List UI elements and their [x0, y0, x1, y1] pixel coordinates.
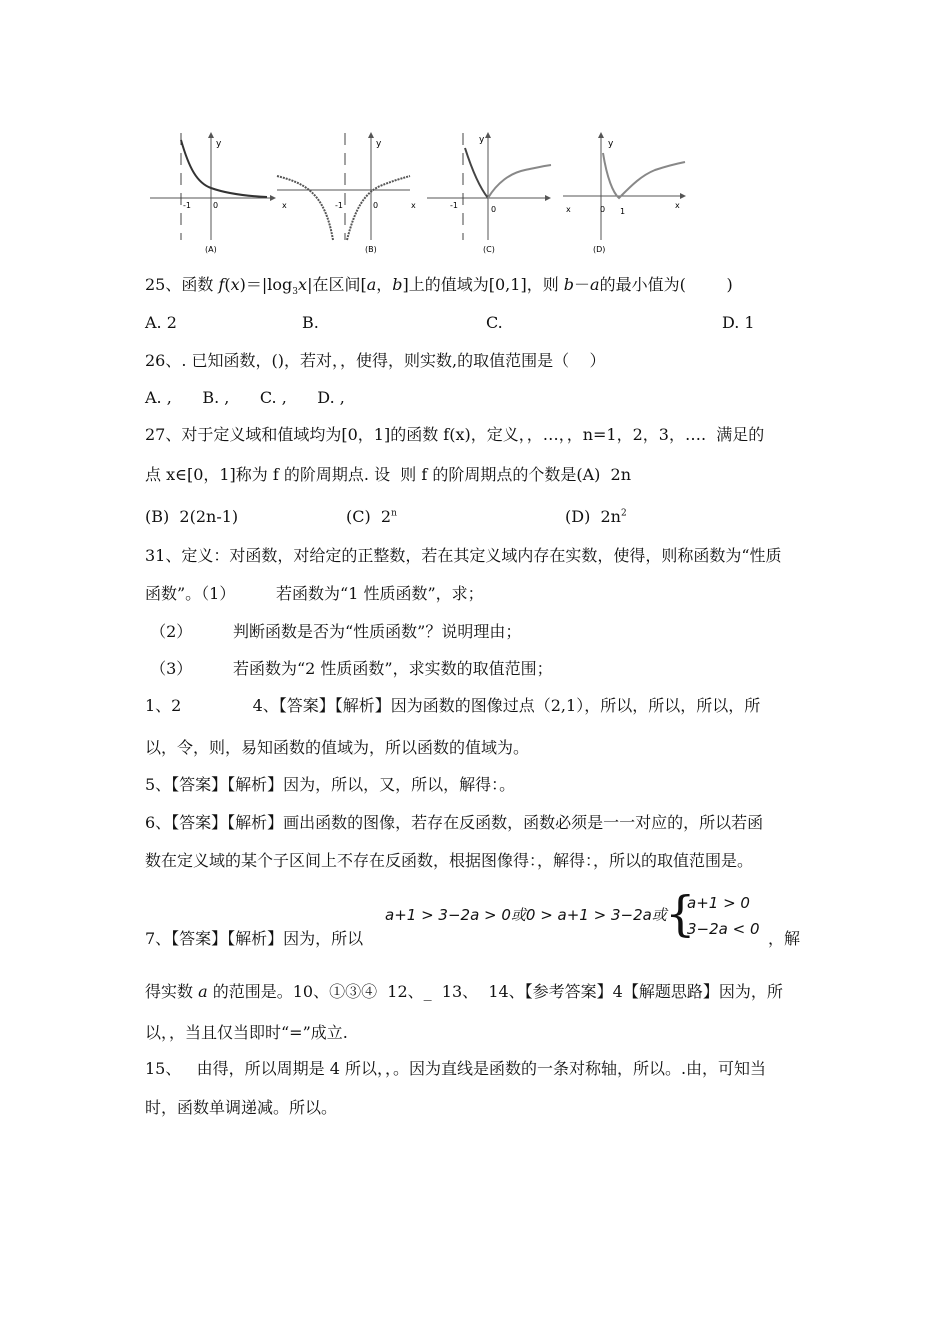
graph-d: [563, 132, 686, 254]
q27-option-c-sup: n: [391, 508, 397, 519]
graph-c-y: y: [479, 135, 485, 145]
q25-eq: )＝|log: [239, 275, 293, 294]
question-26: 26、. 已知函数，()，若对，，使得，则实数,的取值范围是（ ）: [145, 351, 606, 370]
q25-option-c: C.: [486, 313, 503, 332]
math7-case2: 3−2a < 0: [687, 920, 760, 938]
q25-base: 3: [292, 287, 299, 298]
q25-option-d: D. 1: [722, 313, 755, 332]
q26-options: A. , B. , C. , D. ,: [145, 388, 345, 407]
graph-a-origin: 0: [213, 201, 219, 210]
graph-d-y: y: [608, 139, 614, 149]
answer-line-7: [145, 981, 783, 1003]
function-graphs: [145, 128, 705, 258]
q27-option-d-sup: 2: [620, 508, 627, 519]
answer-line-2: 以，令，则，易知函数的值域为，所以函数的值域为。: [145, 738, 530, 757]
q27-option-c: [346, 506, 397, 528]
graph-a-label: (A): [205, 245, 217, 254]
answer-7-prefix: 7、【答案】【解析】因为，所以: [145, 929, 364, 948]
answer-7-math: [385, 886, 785, 954]
answer-line-1: 1、2 4、【答案】【解析】因为函数的图像过点（2,1），所以，所以，所以，所: [145, 696, 761, 715]
q25-arg: x: [298, 275, 308, 294]
graph-b-label: (B): [365, 245, 377, 254]
graph-b-y: y: [376, 139, 382, 149]
graph-a-neg1: -1: [183, 201, 191, 210]
q25-rest2: ]上的值域为[0,1]，则: [402, 275, 564, 294]
answer-line-7-var: a: [198, 982, 208, 1001]
answer-line-9: 15、 由得，所以周期是 4 所以，，。因为直线是函数的一条对称轴，所以。.由，可知当: [145, 1059, 767, 1078]
graph-c-neg1: -1: [450, 201, 458, 210]
q25-b: b: [392, 275, 403, 294]
graph-d-label: (D): [593, 245, 606, 254]
answer-line-5: 数在定义域的某个子区间上不存在反函数，根据图像得：，解得：，所以的取值范围是。: [145, 851, 754, 870]
graph-a-y: y: [216, 139, 222, 149]
graph-b-origin: 0: [373, 201, 379, 210]
graph-b-x-left: x: [282, 201, 287, 210]
graph-b-x-right: x: [411, 201, 416, 210]
graph-d-x-right: x: [675, 201, 680, 210]
q25-comma: ，: [376, 275, 393, 294]
question-31-line4: （3） 若函数为“2 性质函数”，求实数的取值范围；: [145, 659, 553, 678]
math7-main: a+1 > 3−2a > 0或0 > a+1 > 3−2a或: [385, 906, 667, 924]
question-25: [145, 274, 733, 296]
graph-b: [277, 132, 416, 254]
q25-rest3: 的最小值为( ): [599, 275, 733, 294]
q27-option-b: (B) 2(2n-1): [145, 507, 239, 526]
graph-b-neg1: -1: [335, 201, 343, 210]
answer-line-4: 6、【答案】【解析】画出函数的图像，若存在反函数，函数必须是一一对应的，所以若函: [145, 813, 764, 832]
q25-b2: b: [563, 275, 575, 294]
answer-line-8: 以，，当且仅当即时“=”成立.: [145, 1023, 348, 1042]
graph-c-label: (C): [483, 245, 495, 254]
graph-c: [427, 132, 551, 254]
q25-rest: |在区间[: [307, 275, 367, 294]
q25-option-b: B.: [302, 313, 319, 332]
math7-brace: {: [665, 886, 696, 942]
q25-minus: －: [574, 275, 591, 294]
q25-prefix: 25、函数: [145, 275, 219, 294]
question-27-line2: 点 x∈[0，1]称为 f 的阶周期点. 设 则 f 的阶周期点的个数是(A) 2n: [145, 465, 632, 484]
answer-line-7-post: 的范围是。10、①③④ 12、_ 13、 14、【参考答案】4【解题思路】因为，所: [207, 982, 783, 1001]
q27-option-d-text: (D) 2n: [565, 507, 621, 526]
answer-7-suffix: ，解: [768, 929, 801, 948]
q25-x: x: [230, 275, 240, 294]
question-31-line3: （2） 判断函数是否为“性质函数”？说明理由；: [145, 622, 522, 641]
q25-f: f: [218, 275, 225, 294]
graph-c-origin: 0: [491, 205, 497, 214]
question-31-line1: 31、定义：对函数，对给定的正整数，若在其定义域内存在实数，使得，则称函数为“性质: [145, 546, 782, 565]
graph-a: [150, 132, 276, 254]
question-27-line1: 27、对于定义域和值域均为[0，1]的函数 f(x)，定义，，…，，n=1，2，3，…. 满足的: [145, 425, 765, 444]
graph-d-x-left: x: [566, 205, 571, 214]
math7-case1: a+1 > 0: [687, 894, 750, 912]
q25-paren: (: [224, 275, 231, 294]
q25-a2: a: [590, 275, 600, 294]
answer-line-7-pre: 得实数: [145, 982, 199, 1001]
q27-option-c-text: (C) 2: [346, 507, 392, 526]
answer-line-3: 5、【答案】【解析】因为，所以，又，所以，解得：。: [145, 775, 516, 794]
graph-d-origin: 0: [600, 205, 606, 214]
q25-a: a: [366, 275, 377, 294]
graph-d-one: 1: [620, 207, 626, 216]
answer-line-10: 时，函数单调递减。所以。: [145, 1098, 338, 1117]
question-31-line2: 函数”。（1） 若函数为“1 性质函数”，求；: [145, 584, 484, 603]
q25-option-a: A. 2: [145, 313, 177, 332]
q27-option-d: [565, 506, 627, 528]
graphs-svg: [145, 128, 705, 258]
